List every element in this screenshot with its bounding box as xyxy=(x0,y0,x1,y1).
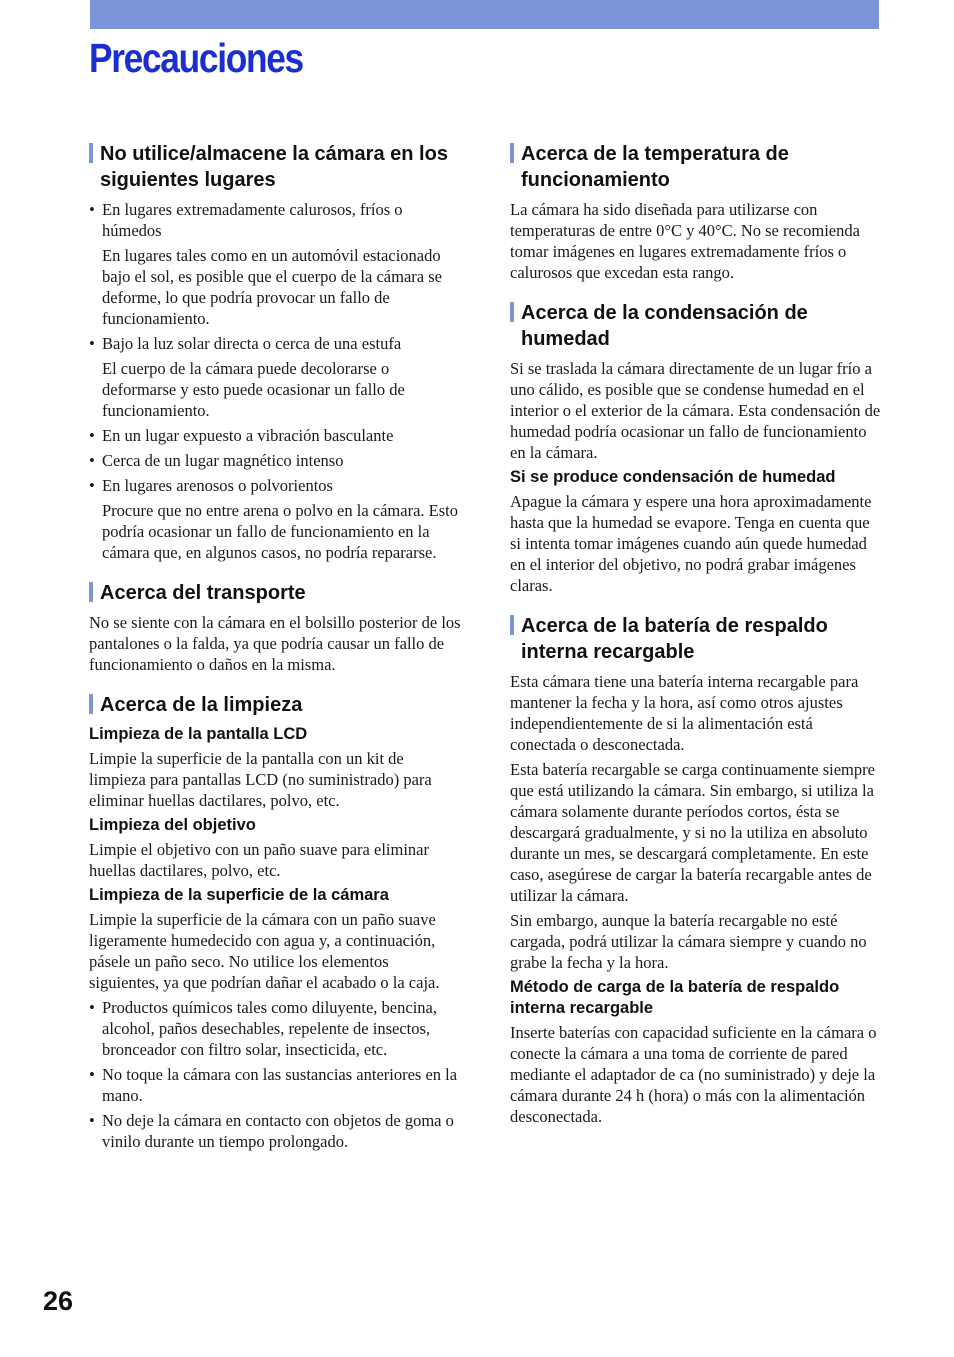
list-item: • En lugares arenosos o polvorientos Procure que no entre arena o polvo en la cámara. Esto podría ocasionar un fallo de funcionamiento en la cámara que, en algunos casos, no podría repararse. xyxy=(89,475,461,563)
sub-heading-lcd: Limpieza de la pantalla LCD xyxy=(89,725,308,743)
section-heading-battery: Acerca de la batería de respaldo interna recargable xyxy=(510,613,882,665)
list-item-note: Procure que no entre arena o polvo en la cámara. Esto podría ocasionar un fallo de funcionamiento en la cámara que, en algunos casos, no podría repararse. xyxy=(102,501,458,562)
transport-body: No se siente con la cámara en el bolsillo posterior de los pantalones o la falda, ya que podría causar un fallo de funcionamiento o daños en la misma. xyxy=(89,613,461,674)
sub-heading-lens: Limpieza del objetivo xyxy=(89,816,256,834)
header-accent-bar xyxy=(90,0,879,29)
list-item: • Productos químicos tales como diluyente, bencina, alcohol, paños desechables, repelente de insectos, bronceador con filtro solar, insecticida, etc. xyxy=(89,998,437,1059)
condensation-body: Si se traslada la cámara directamente de un lugar frío a uno cálido, es posible que se condense humedad en el interior o el exterior de la cámara. Esta condensación de humedad podría ocasionar un fallo de funcionamiento en la cámara. xyxy=(510,359,881,462)
list-item: • En lugares extremadamente calurosos, fríos o húmedos En lugares tales como en un automóvil estacionado bajo el sol, es posible que el cuerpo de la cámara se deforme, lo que podría provocar un fallo de funcionamiento. xyxy=(89,199,461,329)
section-transport xyxy=(89,580,461,675)
storage-list xyxy=(89,199,461,563)
list-item: • No deje la cámara en contacto con objetos de goma o vinilo durante un tiempo prolongado. xyxy=(89,1111,454,1151)
list-item: • En un lugar expuesto a vibración basculante xyxy=(89,426,394,445)
section-heading-condensation: Acerca de la condensación de humedad xyxy=(510,300,882,352)
battery-body-3: Sin embargo, aunque la batería recargable no esté cargada, podrá utilizar la cámara siempre y cuando no grabe la fecha y la hora. xyxy=(510,911,867,972)
surface-body: Limpie la superficie de la cámara con un paño suave ligeramente humedecido con agua y, a continuación, pásele un paño seco. No utilice los elementos siguientes, ya que podrían dañar el acabado o la caja. xyxy=(89,910,440,992)
sub-heading-surface: Limpieza de la superficie de la cámara xyxy=(89,886,389,904)
section-cleaning xyxy=(89,692,461,1152)
lcd-body: Limpie la superficie de la pantalla con un kit de limpieza para pantallas LCD (no suministrado) para eliminar huellas dactilares, polvo, etc. xyxy=(89,749,432,810)
list-item-note: El cuerpo de la cámara puede decolorarse o deformarse y esto puede ocasionar un fallo de funcionamiento. xyxy=(102,359,405,420)
left-column xyxy=(89,141,461,1156)
list-item: • No toque la cámara con las sustancias anteriores en la mano. xyxy=(89,1065,458,1105)
page-number: 26 xyxy=(43,1286,74,1316)
page-title: Precauciones xyxy=(89,35,303,81)
temperature-body: La cámara ha sido diseñada para utilizarse con temperaturas de entre 0°C y 40°C. No se recomienda tomar imágenes en lugares extremadamente fríos o calurosos que excedan esta rango. xyxy=(510,200,860,282)
right-column xyxy=(510,141,882,1131)
battery-body-1: Esta cámara tiene una batería interna recargable para mantener la fecha y la hora, así como otros ajustes independientemente de si la alimentación está conectada o desconectada. xyxy=(510,672,859,754)
section-heading-storage: No utilice/almacene la cámara en los siguientes lugares xyxy=(89,141,461,193)
list-item: • Cerca de un lugar magnético intenso xyxy=(89,451,344,470)
section-heading-transport: Acerca del transporte xyxy=(89,580,461,606)
section-condensation xyxy=(510,300,882,596)
battery-body-2: Esta batería recargable se carga continuamente siempre que está utilizando la cámara. Sin embargo, si utiliza la cámara solamente durante períodos cortos, ésta se descargará gradualmente, y si no la utiliza en absoluto durante un mes, se descargará completamente. En este caso, asegúrese de cargar la batería recargable antes de utilizar la cámara. xyxy=(510,760,875,905)
condensation-sub-body: Apague la cámara y espere una hora aproximadamente hasta que la humedad se evapore. Tenga en cuenta que si intenta tomar imágenes cuando aún quede humedad en el interior del objetivo, no podrá grabar imágenes claras. xyxy=(510,492,872,595)
sub-heading-battery-charge: Método de carga de la batería de respaldo interna recargable xyxy=(510,978,840,1017)
list-item: • Bajo la luz solar directa o cerca de una estufa El cuerpo de la cámara puede decolorarse o deformarse y esto puede ocasionar un fallo de funcionamiento. xyxy=(89,333,461,421)
list-item-note: En lugares tales como en un automóvil estacionado bajo el sol, es posible que el cuerpo de la cámara se deforme, lo que podría provocar un fallo de funcionamiento. xyxy=(102,246,442,328)
sub-heading-condensation: Si se produce condensación de humedad xyxy=(510,468,836,486)
section-heading-cleaning: Acerca de la limpieza xyxy=(89,692,461,718)
lens-body: Limpie el objetivo con un paño suave para eliminar huellas dactilares, polvo, etc. xyxy=(89,840,429,880)
section-battery xyxy=(510,613,882,1127)
section-storage xyxy=(89,141,461,563)
section-temperature xyxy=(510,141,882,283)
section-heading-temperature: Acerca de la temperatura de funcionamiento xyxy=(510,141,882,193)
cleaning-list xyxy=(89,997,461,1152)
battery-charge-body: Inserte baterías con capacidad suficiente en la cámara o conecte la cámara a una toma de corriente de pared mediante el adaptador de ca (no suministrado) y deje la cámara durante 24 h (hora) o más con la alimentación desconectada. xyxy=(510,1023,877,1126)
